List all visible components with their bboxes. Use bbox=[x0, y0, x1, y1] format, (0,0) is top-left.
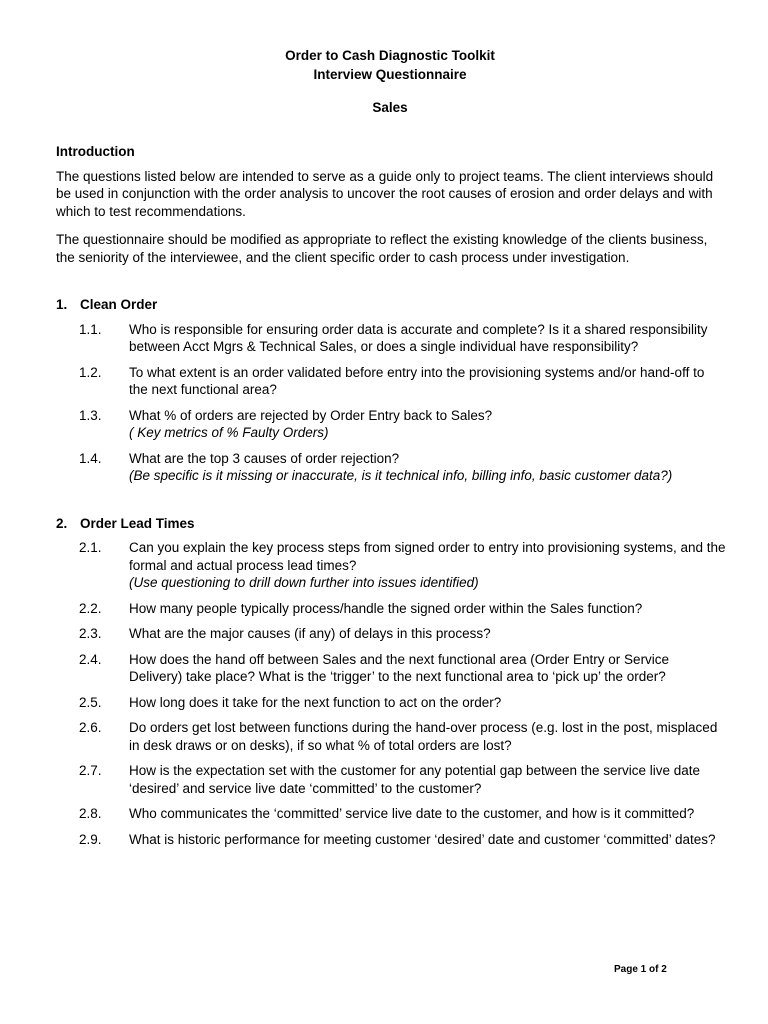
question-text: To what extent is an order validated before entry into the provisioning systems and/or hand-off to the next functional area? bbox=[129, 364, 705, 397]
title-line-1: Order to Cash Diagnostic Toolkit bbox=[285, 48, 495, 63]
question-number: 2.4. bbox=[79, 651, 102, 667]
question-text: Who communicates the ‘committed’ service live date to the customer, and how is it committed? bbox=[129, 806, 695, 821]
question-number: 1.2. bbox=[79, 364, 102, 380]
question-note: (Use questioning to drill down further into issues identified) bbox=[129, 575, 479, 590]
document-body bbox=[56, 143, 726, 856]
question-body bbox=[129, 600, 726, 618]
section-heading bbox=[56, 296, 726, 314]
question-body bbox=[129, 831, 726, 849]
question-number: 2.3. bbox=[79, 626, 102, 641]
page-number: Page 1 of 2 bbox=[614, 964, 667, 975]
question-text: Can you explain the key process steps from signed order to entry into provisioning systems, and the formal and actual process lead times? bbox=[129, 540, 726, 573]
question-text: What are the top 3 causes of order rejection? bbox=[129, 450, 400, 466]
question-item bbox=[56, 539, 726, 592]
section-number: 2. bbox=[56, 515, 68, 531]
title-line-2: Interview Questionnaire bbox=[313, 67, 467, 82]
question-body bbox=[129, 450, 726, 485]
question-number: 1.1. bbox=[79, 321, 102, 337]
question-body bbox=[129, 762, 726, 797]
question-body bbox=[129, 625, 726, 643]
question-item bbox=[56, 651, 726, 686]
question-text: Who is responsible for ensuring order data is accurate and complete? Is it a shared responsibility between Acct Mgrs & Technical Sales, or does a single individual have responsibility? bbox=[129, 321, 708, 354]
question-number: 2.7. bbox=[79, 763, 102, 778]
question-item bbox=[56, 762, 726, 797]
question-text: How long does it take for the next function to act on the order? bbox=[129, 694, 502, 710]
section-title: Clean Order bbox=[80, 297, 158, 312]
intro-paragraph: The questionnaire should be modified as appropriate to reflect the existing knowledge of the clients business, the seniority of the interviewee, and the client specific order to cash process under investigation. bbox=[56, 232, 708, 265]
question-item bbox=[56, 450, 726, 485]
question-body bbox=[129, 407, 726, 442]
question-item bbox=[56, 719, 726, 754]
question-text: How many people typically process/handle the signed order within the Sales function? bbox=[129, 600, 643, 616]
question-text: What are the major causes (if any) of delays in this process? bbox=[129, 626, 491, 641]
section-heading bbox=[56, 515, 726, 533]
question-number: 2.2. bbox=[79, 600, 102, 616]
question-body bbox=[129, 719, 726, 754]
question-number: 2.5. bbox=[79, 694, 102, 710]
question-item bbox=[56, 364, 726, 399]
question-item bbox=[56, 407, 726, 442]
document-title bbox=[0, 46, 768, 84]
question-text: How is the expectation set with the customer for any potential gap between the service live date ‘desired’ and service live date ‘committed’ to the customer? bbox=[129, 763, 701, 796]
section-number: 1. bbox=[56, 297, 68, 312]
intro-paragraph: The questions listed below are intended to serve as a guide only to project teams. The client interviews should be used in conjunction with the order analysis to uncover the root causes of erosion and order delays and with which to test recommendations. bbox=[56, 168, 714, 219]
question-number: 1.4. bbox=[79, 450, 102, 466]
question-body bbox=[129, 694, 726, 712]
question-item bbox=[56, 694, 726, 712]
question-item bbox=[56, 831, 726, 849]
question-item bbox=[56, 625, 726, 643]
question-number: 1.3. bbox=[79, 407, 102, 423]
question-body bbox=[129, 805, 726, 823]
question-number: 2.9. bbox=[79, 831, 102, 847]
question-note: (Be specific is it missing or inaccurate, is it technical info, billing info, basic customer data?) bbox=[129, 468, 673, 483]
question-body bbox=[129, 539, 726, 592]
question-number: 2.8. bbox=[79, 806, 102, 821]
question-text: What % of orders are rejected by Order Entry back to Sales? bbox=[129, 407, 493, 423]
question-item bbox=[56, 321, 726, 356]
question-item bbox=[56, 805, 726, 823]
question-text: Do orders get lost between functions during the hand-over process (e.g. lost in the post, misplaced in desk draws or on desks), if so what % of total orders are lost? bbox=[129, 720, 718, 753]
question-number: 2.6. bbox=[79, 720, 102, 735]
intro-heading: Introduction bbox=[56, 144, 135, 159]
question-note: ( Key metrics of % Faulty Orders) bbox=[129, 425, 329, 440]
question-item bbox=[56, 600, 726, 618]
question-text: What is historic performance for meeting customer ‘desired’ date and customer ‘committed’ dates? bbox=[129, 831, 716, 847]
question-body bbox=[129, 364, 726, 399]
question-text: How does the hand off between Sales and the next functional area (Order Entry or Service Delivery) take place? What is the ‘trigger’ to the next functional area to ‘pick up’ the order? bbox=[129, 651, 670, 684]
section-title: Order Lead Times bbox=[80, 515, 195, 531]
sections-container bbox=[56, 296, 726, 848]
question-body bbox=[129, 321, 726, 356]
question-body bbox=[129, 651, 726, 686]
question-number: 2.1. bbox=[79, 540, 102, 555]
document-subtitle: Sales bbox=[372, 100, 408, 115]
